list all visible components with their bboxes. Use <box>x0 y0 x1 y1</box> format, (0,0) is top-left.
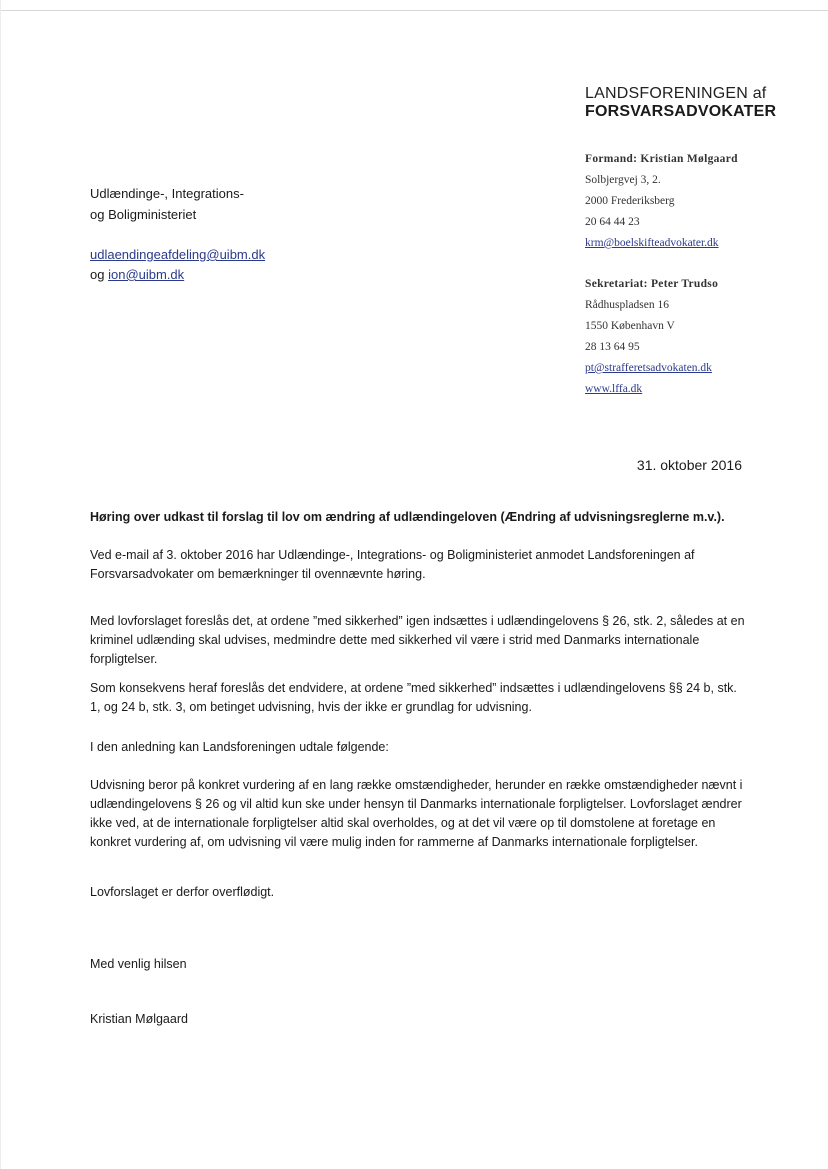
recipient-email-link-1[interactable]: udlaendingeafdeling@uibm.dk <box>90 247 266 262</box>
secretariat-street: Rådhuspladsen 16 <box>585 299 670 311</box>
closing-greeting: Med venlig hilsen <box>90 957 187 971</box>
chairman-heading: Formand: Kristian Mølgaard <box>585 153 738 165</box>
chairman-street: Solbjergvej 3, 2. <box>585 174 661 186</box>
recipient-address <box>90 183 244 225</box>
signature-name: Kristian Mølgaard <box>90 1012 188 1026</box>
paragraph-6: Lovforslaget er derfor overflødigt. <box>90 885 275 899</box>
letter-subject: Høring over udkast til forslag til lov om ændring af udlændingeloven (Ændring af udvisningsreglerne m.v.). <box>90 510 725 524</box>
organization-name-main: LANDSFORENINGEN <box>585 85 749 102</box>
letter-date: 31. oktober 2016 <box>636 457 742 473</box>
chairman-email-link[interactable]: krm@boelskifteadvokater.dk <box>585 237 719 249</box>
paragraph-2: Med lovforslaget foreslås det, at ordene ”med sikkerhed” igen indsættes i udlændingelovens § 26, stk. 2, således at en kriminel udlænding skal udvises, medmindre dette med sikkerhed vil være i strid med Danmarks internationale forpligtelser. <box>90 614 745 666</box>
paragraph-4: I den anledning kan Landsforeningen udtale følgende: <box>90 740 389 754</box>
secretariat-email-link[interactable]: pt@strafferetsadvokaten.dk <box>585 362 712 374</box>
organization-name-line2: FORSVARSADVOKATER <box>585 103 777 120</box>
paragraph-3: Som konsekvens heraf foreslås det endvidere, at ordene ”med sikkerhed” indsættes i udlændingelovens §§ 24 b, stk. 1, og 24 b, stk. 3, om betinget udvisning, hvis der ikke er grundlag for udvisning. <box>90 681 737 714</box>
organization-name-line1 <box>585 86 776 102</box>
secretariat-contact-block <box>585 274 718 400</box>
scan-edge-top <box>0 10 828 11</box>
chairman-contact-block <box>585 149 738 254</box>
organization-name-suffix: af <box>752 85 767 102</box>
organization-logo <box>585 86 776 120</box>
paragraph-5: Udvisning beror på konkret vurdering af en lang række omstændigheder, herunder en række omstændigheder nævnt i udlændingelovens § 26 og vil altid kun ske under hensyn til Danmarks internationale forpligtelser. Lovforslaget ændrer ikke ved, at de internationale forpligtelser altid skal overholdes, og at det vil være op til domstolene at foretage en konkret vurdering af, om udvisning vil være mulig inden for rammerne af Danmarks internationale forpligtelser. <box>90 778 743 849</box>
secretariat-website-link[interactable]: www.lffa.dk <box>585 383 643 395</box>
recipient-line1: Udlændinge-, Integrations- <box>90 186 244 201</box>
recipient-email-link-2[interactable]: ion@uibm.dk <box>108 267 185 282</box>
recipient-email-prefix: og <box>90 267 105 282</box>
secretariat-city: 1550 København V <box>585 320 675 332</box>
chairman-phone: 20 64 44 23 <box>585 216 640 228</box>
recipient-line2: og Boligministeriet <box>90 207 197 222</box>
scan-edge-left <box>0 0 1 1169</box>
secretariat-heading: Sekretariat: Peter Trudso <box>585 278 719 290</box>
secretariat-phone: 28 13 64 95 <box>585 341 640 353</box>
paragraph-1: Ved e-mail af 3. oktober 2016 har Udlændinge-, Integrations- og Boligministeriet anmodet Landsforeningen af Forsvarsadvokater om bemærkninger til ovennævnte høring. <box>90 548 695 581</box>
recipient-emails <box>90 245 265 285</box>
chairman-city: 2000 Frederiksberg <box>585 195 675 207</box>
